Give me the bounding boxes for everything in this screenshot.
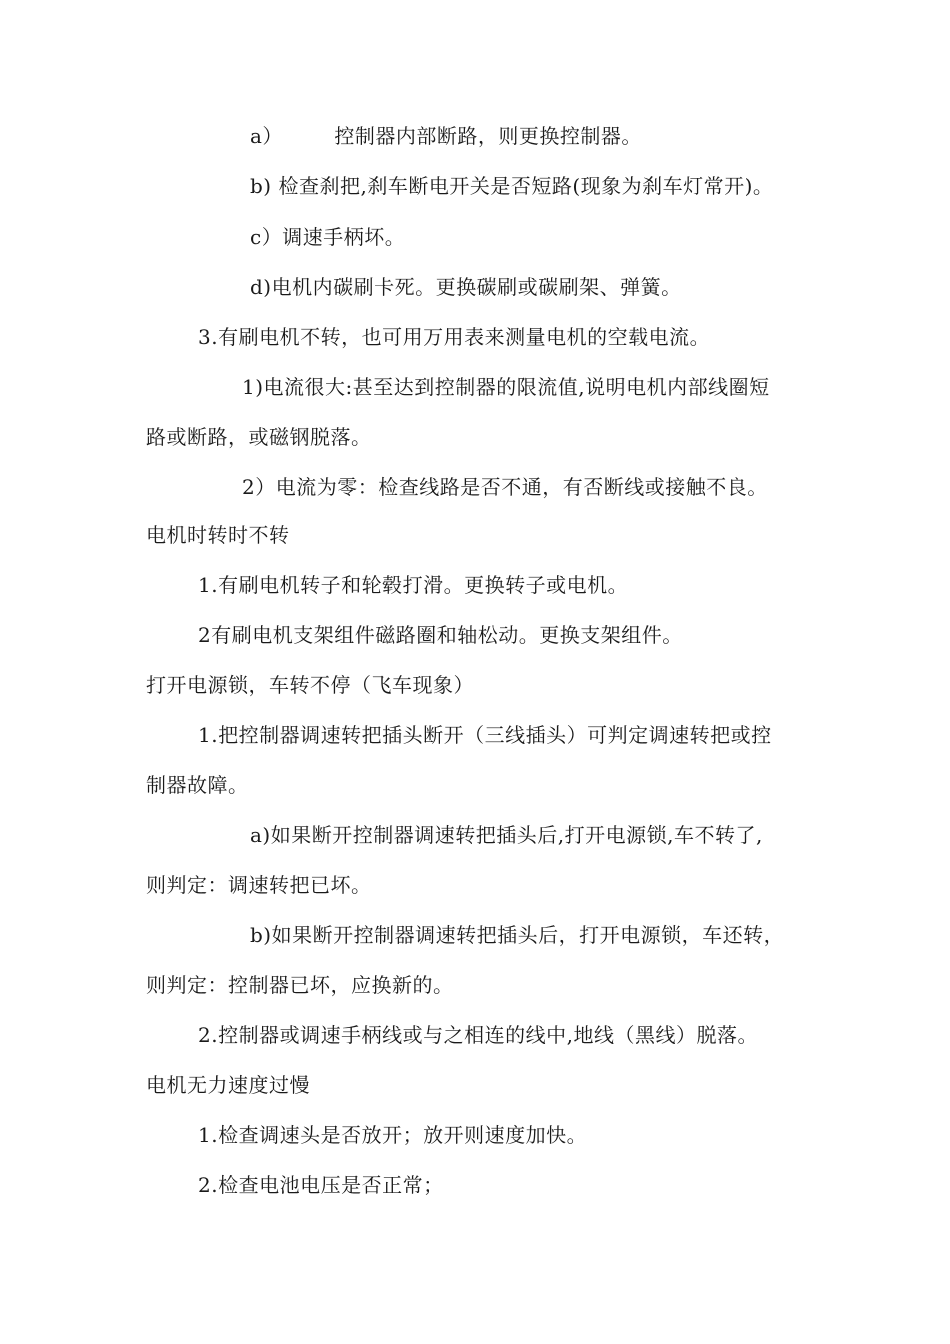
text-line-sub-1-cont: 路或断路，或磁钢脱落。	[146, 425, 372, 449]
section-heading-runaway: 打开电源锁，车转不停（飞车现象）	[146, 673, 474, 697]
text-line-runaway-a: a)如果断开控制器调速转把插头后,打开电源锁,车不转了,	[250, 823, 763, 847]
text-line-runaway-2: 2.控制器或调速手柄线或与之相连的线中,地线（黑线）脱落。	[198, 1023, 758, 1047]
text-line-d: d)电机内碳刷卡死。更换碳刷或碳刷架、弹簧。	[250, 275, 682, 299]
section-heading-intermittent: 电机时转时不转	[146, 523, 290, 547]
text-line-item-3: 3.有刷电机不转，也可用万用表来测量电机的空载电流。	[198, 325, 711, 349]
text-line-item-2: 2有刷电机支架组件磁路圈和轴松动。更换支架组件。	[198, 623, 683, 647]
text-line-runaway-b-cont: 则判定：控制器已坏，应换新的。	[146, 973, 454, 997]
text-line-runaway-b: b)如果断开控制器调速转把插头后，打开电源锁，车还转，	[250, 923, 785, 947]
text-line-c: c）调速手柄坏。	[250, 225, 406, 249]
section-heading-weak-motor: 电机无力速度过慢	[146, 1073, 310, 1097]
text-line-weak-1: 1.检查调速头是否放开；放开则速度加快。	[198, 1123, 588, 1147]
text-line-b: b) 检查刹把,刹车断电开关是否短路(现象为刹车灯常开)。	[250, 174, 774, 198]
text-line-runaway-1-cont: 制器故障。	[146, 773, 249, 797]
text-line-sub-2: 2）电流为零：检查线路是否不通，有否断线或接触不良。	[242, 475, 768, 499]
text-line-sub-1: 1)电流很大:甚至达到控制器的限流值,说明电机内部线圈短	[242, 375, 770, 399]
text-line-a: a） 控制器内部断路，则更换控制器。	[250, 124, 642, 148]
text-line-item-1: 1.有刷电机转子和轮毂打滑。更换转子或电机。	[198, 573, 629, 597]
text-line-runaway-a-cont: 则判定：调速转把已坏。	[146, 873, 372, 897]
text-line-runaway-1: 1.把控制器调速转把插头断开（三线插头）可判定调速转把或控	[198, 723, 772, 747]
text-line-weak-2: 2.检查电池电压是否正常；	[198, 1173, 444, 1197]
